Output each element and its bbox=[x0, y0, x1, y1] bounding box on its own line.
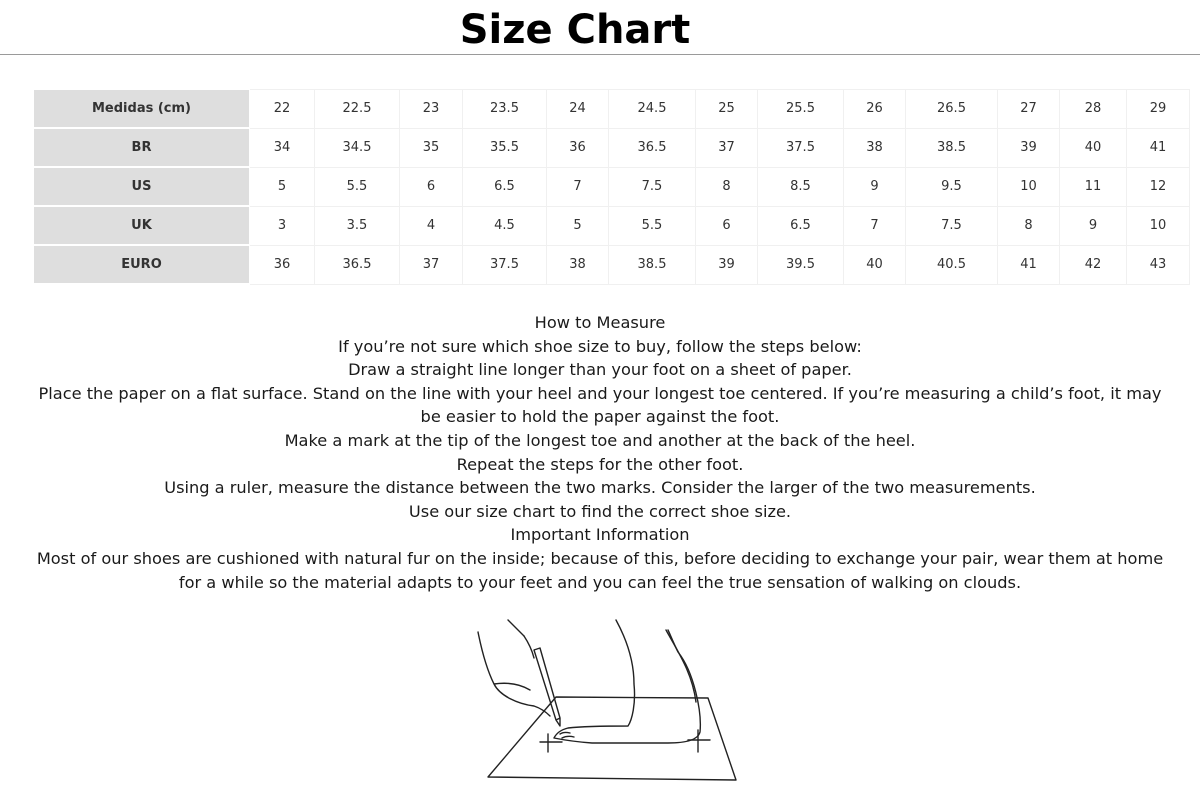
leg-and-foot-outline bbox=[554, 620, 700, 743]
size-cell: 40 bbox=[844, 245, 906, 284]
size-cell: 22 bbox=[250, 90, 315, 129]
instructions-block bbox=[30, 311, 1170, 594]
size-cell: 5 bbox=[547, 206, 609, 245]
size-cell: 39.5 bbox=[758, 245, 844, 284]
size-chart-body bbox=[34, 90, 1190, 285]
size-cell: 5.5 bbox=[609, 206, 696, 245]
size-cell: 25.5 bbox=[758, 90, 844, 129]
size-row-label: Medidas (cm) bbox=[34, 90, 250, 129]
size-cell: 36.5 bbox=[609, 128, 696, 167]
size-cell: 40 bbox=[1060, 128, 1127, 167]
size-cell: 37 bbox=[696, 128, 758, 167]
size-cell: 24.5 bbox=[609, 90, 696, 129]
size-cell: 10 bbox=[1127, 206, 1190, 245]
pencil-shape bbox=[534, 648, 560, 726]
size-cell: 36.5 bbox=[315, 245, 400, 284]
size-row-us bbox=[34, 167, 1190, 206]
size-cell: 6 bbox=[696, 206, 758, 245]
size-cell: 37.5 bbox=[758, 128, 844, 167]
size-cell: 9 bbox=[1060, 206, 1127, 245]
size-cell: 5 bbox=[250, 167, 315, 206]
how-to-measure-heading: How to Measure bbox=[534, 313, 666, 332]
important-info-body: Most of our shoes are cushioned with natural fur on the inside; because of this, before deciding to exchange your pair, wear them at home for a while so the material adapts to your feet and you can feel the true sensation of walking on clouds. bbox=[36, 548, 1164, 592]
size-cell: 40.5 bbox=[906, 245, 998, 284]
size-cell: 9.5 bbox=[906, 167, 998, 206]
size-row-medidas-cm bbox=[34, 90, 1190, 129]
size-row-label: BR bbox=[34, 128, 250, 167]
size-cell: 38.5 bbox=[609, 245, 696, 284]
size-cell: 37.5 bbox=[463, 245, 547, 284]
size-cell: 3.5 bbox=[315, 206, 400, 245]
size-cell: 4.5 bbox=[463, 206, 547, 245]
size-row-br bbox=[34, 128, 1190, 167]
measure-step-6: Use our size chart to find the correct shoe size. bbox=[408, 501, 792, 521]
size-cell: 3 bbox=[250, 206, 315, 245]
size-cell: 43 bbox=[1127, 245, 1190, 284]
size-cell: 35.5 bbox=[463, 128, 547, 167]
size-cell: 8 bbox=[998, 206, 1060, 245]
size-cell: 12 bbox=[1127, 167, 1190, 206]
size-cell: 9 bbox=[844, 167, 906, 206]
size-cell: 36 bbox=[547, 128, 609, 167]
size-cell: 23 bbox=[400, 90, 463, 129]
size-cell: 8.5 bbox=[758, 167, 844, 206]
size-cell: 5.5 bbox=[315, 167, 400, 206]
size-cell: 39 bbox=[998, 128, 1060, 167]
toe-mark bbox=[540, 734, 562, 752]
size-cell: 23.5 bbox=[463, 90, 547, 129]
size-row-uk bbox=[34, 206, 1190, 245]
page-title: Size Chart bbox=[459, 7, 691, 53]
size-cell: 38.5 bbox=[906, 128, 998, 167]
size-cell: 6 bbox=[400, 167, 463, 206]
size-row-label: EURO bbox=[34, 245, 250, 284]
size-row-euro bbox=[34, 245, 1190, 284]
size-row-label: US bbox=[34, 167, 250, 206]
size-chart-table bbox=[33, 89, 1190, 285]
size-cell: 34.5 bbox=[315, 128, 400, 167]
size-row-label: UK bbox=[34, 206, 250, 245]
size-cell: 37 bbox=[400, 245, 463, 284]
size-cell: 8 bbox=[696, 167, 758, 206]
measure-step-4: Repeat the steps for the other foot. bbox=[456, 454, 744, 474]
measure-step-1: Draw a straight line longer than your foot on a sheet of paper. bbox=[348, 360, 852, 380]
size-cell: 22.5 bbox=[315, 90, 400, 129]
size-cell: 25 bbox=[696, 90, 758, 129]
size-cell: 7 bbox=[844, 206, 906, 245]
foot-measuring-illustration bbox=[468, 612, 748, 792]
size-cell: 28 bbox=[1060, 90, 1127, 129]
size-cell: 24 bbox=[547, 90, 609, 129]
size-cell: 29 bbox=[1127, 90, 1190, 129]
size-cell: 27 bbox=[998, 90, 1060, 129]
size-cell: 7.5 bbox=[609, 167, 696, 206]
size-cell: 41 bbox=[1127, 128, 1190, 167]
size-cell: 26.5 bbox=[906, 90, 998, 129]
size-cell: 10 bbox=[998, 167, 1060, 206]
title-divider bbox=[0, 54, 1200, 55]
size-cell: 36 bbox=[250, 245, 315, 284]
size-cell: 38 bbox=[547, 245, 609, 284]
measure-step-2: Place the paper on a flat surface. Stand on the line with your heel and your longest toe centered. If you’re measuring a child’s foot, it may be easier to hold the paper against the foot. bbox=[38, 383, 1162, 427]
measure-step-5: Using a ruler, measure the distance between the two marks. Consider the larger of the two measurements. bbox=[164, 478, 1036, 498]
size-cell: 6.5 bbox=[463, 167, 547, 206]
measure-step-3: Make a mark at the tip of the longest toe and another at the back of the heel. bbox=[284, 430, 916, 450]
important-info-heading: Important Information bbox=[510, 525, 690, 545]
size-cell: 4 bbox=[400, 206, 463, 245]
size-cell: 42 bbox=[1060, 245, 1127, 284]
size-cell: 38 bbox=[844, 128, 906, 167]
size-cell: 6.5 bbox=[758, 206, 844, 245]
size-cell: 34 bbox=[250, 128, 315, 167]
size-cell: 41 bbox=[998, 245, 1060, 284]
how-to-measure-intro: If you’re not sure which shoe size to buy, follow the steps below: bbox=[338, 336, 862, 356]
size-cell: 7 bbox=[547, 167, 609, 206]
size-cell: 39 bbox=[696, 245, 758, 284]
size-cell: 26 bbox=[844, 90, 906, 129]
size-cell: 35 bbox=[400, 128, 463, 167]
size-cell: 7.5 bbox=[906, 206, 998, 245]
size-cell: 11 bbox=[1060, 167, 1127, 206]
